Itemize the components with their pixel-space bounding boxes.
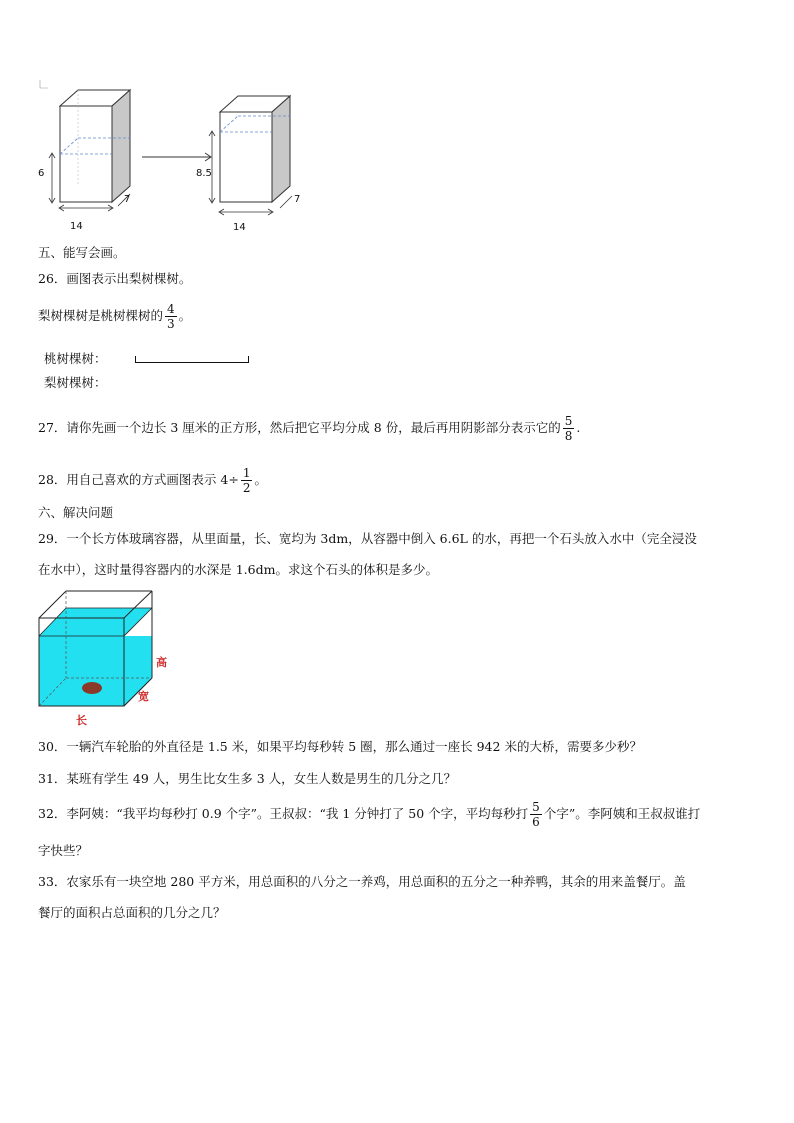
q32-fraction-denominator: 6 (532, 815, 540, 829)
q29-line1: 29．一个长方体玻璃容器，从里面量，长、宽均为 3dm，从容器中倒入 6.6L 的水，再把一个石头放入水中（完全浸没 (38, 531, 697, 546)
box1-height-label: 6 (38, 168, 45, 179)
q26-peach-segment (135, 356, 249, 363)
q27-end: . (576, 420, 581, 435)
q26-statement (38, 300, 191, 332)
q28-fraction-numerator: 1 (242, 466, 251, 480)
q26-row1-label: 桃树棵树： (44, 351, 107, 366)
q26-statement-end: 。 (178, 308, 192, 323)
section5-title: 五、能写会画。 (38, 245, 126, 260)
width-label: 宽 (138, 690, 149, 703)
q26-statement-text: 梨树棵树是桃树棵树的 (38, 308, 164, 323)
q32 (38, 798, 700, 830)
q32-fraction (530, 800, 542, 829)
q26-row2-label: 梨树棵树： (44, 375, 107, 390)
q27-text: 27．请你先画一个边长 3 厘米的正方形，然后把它平均分成 8 份，最后再用阴影部分表示它的 (38, 420, 561, 435)
q30-text: 30．一辆汽车轮胎的外直径是 1.5 米，如果平均每秒转 5 圈，那么通过一座长 942 米的大桥，需要多少秒？ (38, 739, 642, 754)
cuboid-after (196, 96, 300, 233)
transform-arrow (142, 153, 211, 161)
q26-text: 26．画图表示出梨树棵树。 (38, 271, 192, 286)
q29-line2: 在水中），这时量得容器内的水深是 1.6dm。求这个石头的体积是多少。 (38, 562, 438, 577)
q33-line2: 餐厅的面积占总面积的几分之几？ (38, 905, 226, 920)
q27-fraction-denominator: 8 (564, 429, 573, 443)
section6-title: 六、解决问题 (38, 505, 114, 520)
q32-text-after: 个字”。李阿姨和王叔叔谁打 (543, 806, 701, 821)
length-label: 长 (76, 714, 87, 727)
stone (82, 682, 102, 694)
cuboid-before (38, 90, 130, 232)
q33-line1: 33．农家乐有一块空地 280 平方米，用总面积的八分之一养鸡，用总面积的五分之一种养鸭，其余的用来盖餐厅。盖 (38, 874, 686, 889)
q32-fraction-numerator: 5 (532, 800, 540, 814)
q27-fraction (563, 414, 575, 443)
q28-fraction (241, 466, 253, 495)
q27-fraction-numerator: 5 (564, 414, 573, 428)
q26-fraction (165, 302, 177, 331)
q26-fraction-denominator: 3 (167, 317, 175, 331)
cuboid-figure (30, 78, 320, 238)
q32-line2: 字快些？ (38, 843, 89, 858)
q27 (38, 412, 580, 444)
box1-length-label: 14 (70, 221, 83, 232)
box2-length-label: 14 (233, 222, 246, 233)
q28-text: 28．用自己喜欢的方式画图表示 4÷ (38, 472, 239, 487)
height-label: 高 (156, 656, 167, 669)
q28 (38, 464, 267, 496)
box1-width-label: 7 (124, 194, 131, 205)
q31-text: 31．某班有学生 49 人，男生比女生多 3 人，女生人数是男生的几分之几？ (38, 771, 457, 786)
box2-width-label: 7 (294, 194, 301, 205)
q32-text: 32．李阿姨：“我平均每秒打 0.9 个字”。王叔叔：“我 1 分钟打了 50 个字，平均每秒打 (38, 806, 529, 821)
q28-end: 。 (254, 472, 267, 487)
q26-fraction-numerator: 4 (167, 302, 175, 316)
container-figure (34, 588, 167, 730)
q28-fraction-denominator: 2 (242, 481, 251, 495)
box2-height-label: 8.5 (196, 168, 212, 179)
q26-row-peach (44, 350, 249, 368)
